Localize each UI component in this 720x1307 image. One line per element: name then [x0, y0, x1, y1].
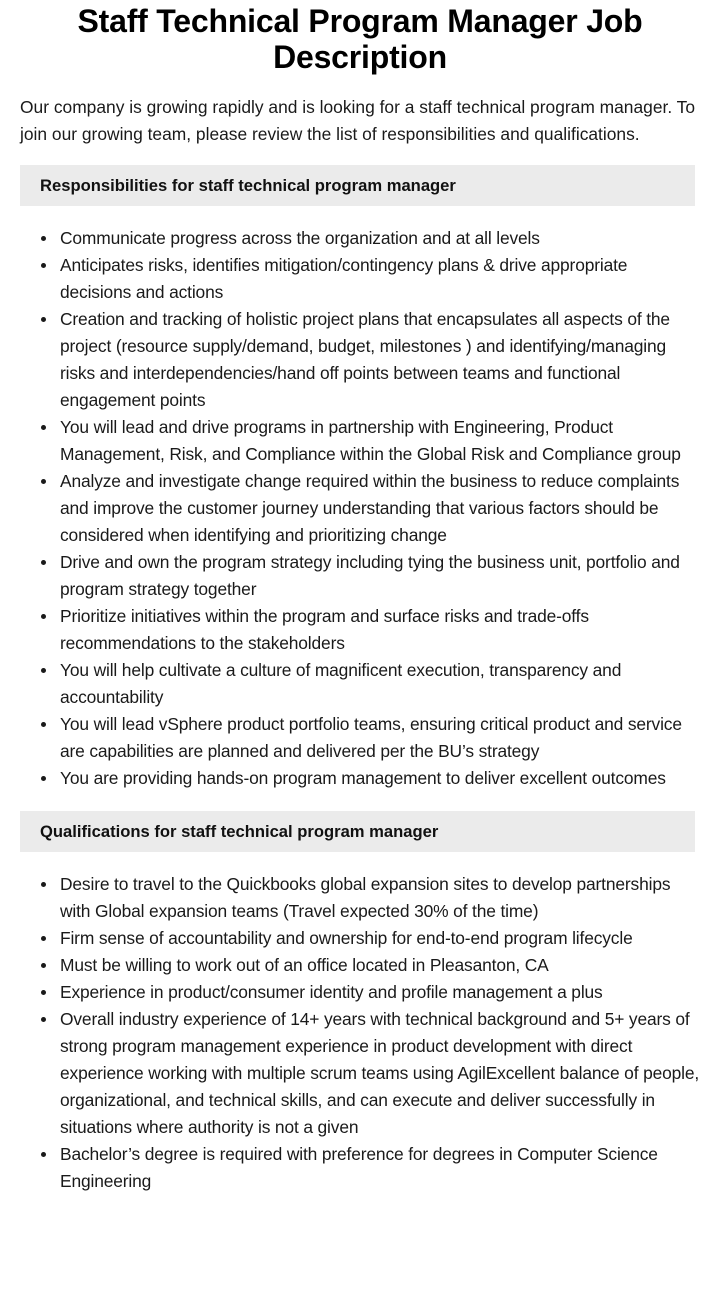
bullet-icon [41, 963, 46, 968]
list-item: You will lead and drive programs in partnership with Engineering, Product Management, Risk, and Compliance within the Global Risk and Compliance group [60, 414, 700, 468]
qualifications-list [20, 871, 700, 1195]
bullet-icon [41, 936, 46, 941]
bullet-icon [41, 1017, 46, 1022]
qualifications-heading-text: Qualifications for staff technical program manager [40, 821, 439, 841]
list-item: Drive and own the program strategy including tying the business unit, portfolio and program strategy together [60, 549, 700, 603]
bullet-icon [41, 668, 46, 673]
list-item: Experience in product/consumer identity and profile management a plus [60, 979, 700, 1006]
bullet-icon [41, 263, 46, 268]
bullet-icon [41, 722, 46, 727]
page-title: Staff Technical Program Manager Job Description [77, 3, 643, 75]
bullet-icon [41, 882, 46, 887]
bullet-icon [41, 317, 46, 322]
bullet-icon [41, 560, 46, 565]
bullet-icon [41, 990, 46, 995]
list-item: Anticipates risks, identifies mitigation/contingency plans & drive appropriate decisions and actions [60, 252, 700, 306]
list-item: You will lead vSphere product portfolio teams, ensuring critical product and service are capabilities are planned and delivered per the BU’s strategy [60, 711, 700, 765]
qualifications-heading [20, 811, 695, 852]
list-item: Overall industry experience of 14+ years with technical background and 5+ years of strong program management experience in product development with direct experience working with multiple scrum teams using AgilExcellent balance of people, organizational, and technical skills, and can execute and deliver successfully in situations where authority is not a given [60, 1006, 700, 1141]
list-item: You will help cultivate a culture of magnificent execution, transparency and accountability [60, 657, 700, 711]
list-item: Bachelor’s degree is required with preference for degrees in Computer Science Engineering [60, 1141, 700, 1195]
list-item: You are providing hands-on program management to deliver excellent outcomes [60, 765, 700, 792]
bullet-icon [41, 614, 46, 619]
bullet-icon [41, 1152, 46, 1157]
responsibilities-heading [20, 165, 695, 206]
bullet-icon [41, 425, 46, 430]
list-item: Must be willing to work out of an office located in Pleasanton, CA [60, 952, 700, 979]
responsibilities-heading-text: Responsibilities for staff technical program manager [40, 175, 456, 195]
bullet-icon [41, 776, 46, 781]
bullet-icon [41, 479, 46, 484]
list-item: Analyze and investigate change required within the business to reduce complaints and improve the customer journey understanding that various factors should be considered when identifying and prioritizing change [60, 468, 700, 549]
list-item: Prioritize initiatives within the program and surface risks and trade-offs recommendations to the stakeholders [60, 603, 700, 657]
list-item: Communicate progress across the organization and at all levels [60, 225, 700, 252]
bullet-icon [41, 236, 46, 241]
responsibilities-list [20, 225, 700, 792]
list-item: Creation and tracking of holistic project plans that encapsulates all aspects of the project (resource supply/demand, budget, milestones ) and identifying/managing risks and interdependencies/hand off points between teams and functional engagement points [60, 306, 700, 414]
intro-paragraph: Our company is growing rapidly and is looking for a staff technical program manager. To join our growing team, please review the list of responsibilities and qualifications. [20, 97, 696, 144]
list-item: Desire to travel to the Quickbooks global expansion sites to develop partnerships with Global expansion teams (Travel expected 30% of the time) [60, 871, 700, 925]
list-item: Firm sense of accountability and ownership for end-to-end program lifecycle [60, 925, 700, 952]
